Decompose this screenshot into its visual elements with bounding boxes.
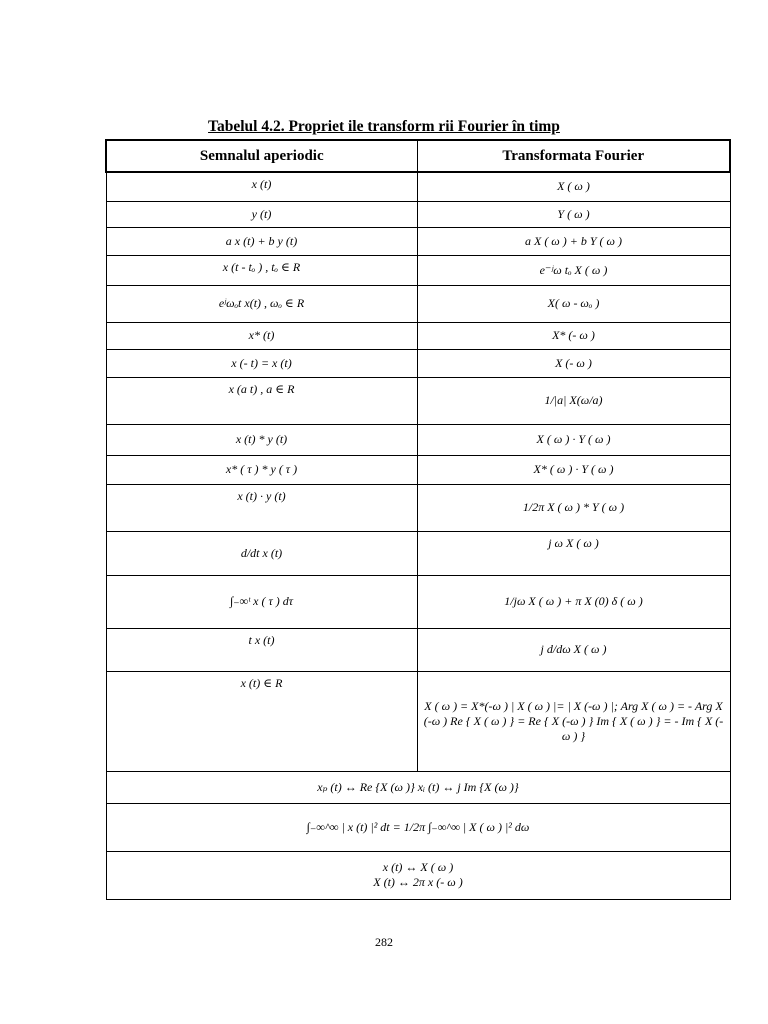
duality-line: X (t) ↔ 2π x (- ω ) — [373, 875, 463, 889]
table-row — [106, 377, 730, 424]
header-aperiodic-signal: Semnalul aperiodic — [106, 140, 417, 172]
duality-row — [106, 851, 730, 899]
transform-cell: e⁻ʲω tₒ X ( ω ) — [417, 255, 730, 285]
table-row — [106, 671, 730, 771]
table-row — [106, 424, 730, 455]
table-title: Tabelul 4.2. Propriet ile transform rii Fourier în timp — [208, 118, 560, 135]
table-row — [106, 349, 730, 377]
table-row — [106, 484, 730, 531]
parseval-row: ∫₋∞^∞ | x (t) |² dt = 1/2π ∫₋∞^∞ | X ( ω ) |² dω — [106, 803, 730, 851]
fourier-properties-table — [105, 139, 731, 900]
transform-cell: X ( ω ) = X*(-ω ) | X ( ω ) |= | X (-ω ) |; Arg X ( ω ) = - Arg X (-ω ) Re { X ( ω ) } = Re { X (-ω ) } Im { X ( ω ) } = - Im { X (-ω ) } — [417, 671, 730, 771]
transform-cell: j d/dω X ( ω ) — [417, 628, 730, 671]
table-row — [106, 803, 730, 851]
table-row — [106, 575, 730, 628]
transform-cell: 1/jω X ( ω ) + π X (0) δ ( ω ) — [417, 575, 730, 628]
header-fourier-transform: Transformata Fourier — [417, 140, 730, 172]
signal-cell: x* ( τ ) * y ( τ ) — [106, 455, 417, 484]
transform-cell: a X ( ω ) + b Y ( ω ) — [417, 227, 730, 255]
transform-cell: Y ( ω ) — [417, 201, 730, 227]
transform-cell: X* (- ω ) — [417, 322, 730, 349]
transform-cell: X (- ω ) — [417, 349, 730, 377]
transform-cell: X( ω - ωₒ ) — [417, 285, 730, 322]
transform-cell: j ω X ( ω ) — [417, 531, 730, 575]
signal-cell: a x (t) + b y (t) — [106, 227, 417, 255]
signal-cell: x (t) * y (t) — [106, 424, 417, 455]
table-row — [106, 255, 730, 285]
table-header-row — [106, 140, 730, 172]
signal-cell: x (t) · y (t) — [106, 484, 417, 531]
transform-cell: 1/|a| X(ω/a) — [417, 377, 730, 424]
table-row — [106, 628, 730, 671]
table-row — [106, 531, 730, 575]
transform-cell: 1/2π X ( ω ) * Y ( ω ) — [417, 484, 730, 531]
signal-cell: eʲωₒt x(t) , ωₒ ∈ R — [106, 285, 417, 322]
signal-cell: x (a t) , a ∈ R — [106, 377, 417, 424]
transform-cell: X* ( ω ) · Y ( ω ) — [417, 455, 730, 484]
table-row — [106, 172, 730, 201]
table-row — [106, 455, 730, 484]
transform-cell: X ( ω ) — [417, 172, 730, 201]
signal-cell: x (- t) = x (t) — [106, 349, 417, 377]
transform-cell: X ( ω ) · Y ( ω ) — [417, 424, 730, 455]
signal-cell: t x (t) — [106, 628, 417, 671]
table-row — [106, 322, 730, 349]
signal-cell: d/dt x (t) — [106, 531, 417, 575]
table-row — [106, 227, 730, 255]
table-row — [106, 771, 730, 803]
signal-cell: x (t) — [106, 172, 417, 201]
signal-cell: x (t) ∈ R — [106, 671, 417, 771]
table-row — [106, 201, 730, 227]
signal-cell: x* (t) — [106, 322, 417, 349]
table-row — [106, 851, 730, 899]
page-number: 282 — [375, 935, 393, 949]
duality-line: x (t) ↔ X ( ω ) — [382, 860, 454, 874]
table-row — [106, 285, 730, 322]
signal-cell: ∫₋∞ᵗ x ( τ ) dτ — [106, 575, 417, 628]
signal-cell: y (t) — [106, 201, 417, 227]
even-odd-parts-row: xₚ (t) ↔ Re {X (ω )} xᵢ (t) ↔ j Im {X (ω )} — [106, 771, 730, 803]
signal-cell: x (t - tₒ ) , tₒ ∈ R — [106, 255, 417, 285]
